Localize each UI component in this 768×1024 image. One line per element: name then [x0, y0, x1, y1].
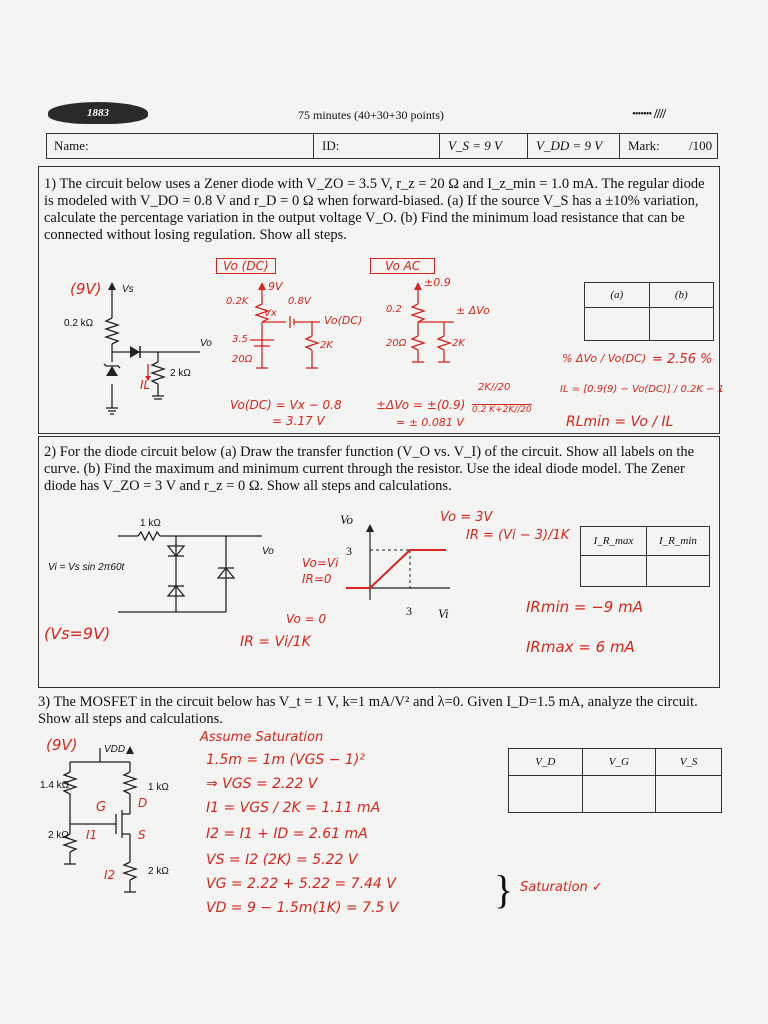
q2-text: 2) For the diode circuit below (a) Draw the transfer function (V_O vs. V_I) of the circuit. Show all labels on the curve. (b) Find the maximum and minimum current through the resistor. Use the ideal diode model. The Zener diode has V_ZO = 3 V and r_z = 0 Ω. Show all steps and calculations.	[44, 444, 695, 494]
q1-il-label: IL	[140, 378, 151, 392]
q1-eq-ac-den: 0.2 K+2K//20	[472, 405, 532, 415]
q1-vo-label: Vo	[200, 338, 212, 349]
q1-dc-2k: 2K	[320, 340, 333, 351]
q3-col-vs: V_S	[656, 749, 722, 776]
q3-i1-label: I1	[86, 828, 98, 842]
q3-i2-label: I2	[104, 868, 116, 882]
id-label: ID:	[322, 138, 340, 153]
q1-eq-ac-num: 2K//20	[478, 382, 511, 393]
q3-hand-line-3: I1 = VGS / 2K = 1.11 mA	[206, 800, 381, 816]
q2-vo-vi: Vo=Vi	[302, 556, 339, 570]
q3-r2-label: 2 kΩ	[48, 830, 69, 841]
q3-col-vg: V_G	[582, 749, 656, 776]
q1-il-eq: IL = [0.9(9) − Vo(DC)] / 0.2K − 1	[560, 384, 725, 395]
q2-axis-vo: Vo	[340, 512, 353, 527]
q1-dc-9v: 9V	[268, 280, 283, 293]
q1-dc-20: 20Ω	[232, 354, 253, 365]
q1-eq-ac1: ±ΔVo = ±(0.9)	[376, 398, 466, 412]
q3-rd-label: 1 kΩ	[148, 782, 169, 793]
q2-tick-3y: 3	[346, 544, 352, 558]
q1-ac-box: Vo AC	[370, 258, 435, 274]
q2-axis-vi: Vi	[438, 606, 449, 621]
q1-dc-08v: 0.8V	[288, 296, 311, 307]
q2-vo-label: Vo	[262, 546, 274, 557]
q3-hand-line-7: VD = 9 − 1.5m(1K) = 7.5 V	[206, 900, 399, 916]
q1-vs-label: Vs	[122, 284, 134, 295]
q3-hand-line-0: Assume Saturation	[200, 730, 324, 745]
q2-ir-eq: IR = (Vi − 3)/1K	[466, 528, 570, 543]
q1-ac-2k: 2K	[452, 338, 465, 349]
mark-total: /100	[689, 138, 713, 153]
q3-hand-line-1: 1.5m = 1m (VGS − 1)²	[206, 752, 365, 768]
q2-tick-3x: 3	[406, 604, 412, 618]
exam-time: 75 minutes (40+30+30 points)	[298, 108, 444, 122]
q1-pct-lhs: % ΔVo / Vo(DC)	[562, 352, 647, 365]
q2-irmax: IRmax = 6 mA	[526, 638, 635, 656]
q1-eq-dc1: Vo(DC) = Vx − 0.8	[230, 398, 342, 412]
q1-dc-vx: Vx	[264, 308, 277, 319]
mark-label: Mark:	[628, 138, 660, 153]
q3-hand-line-6: VG = 2.22 + 5.22 = 7.44 V	[206, 876, 396, 892]
q1-dc-02k: 0.2K	[226, 296, 249, 307]
q1-r1-label: 0.2 kΩ	[64, 318, 94, 329]
q2-col-irmax: I_R_max	[581, 527, 647, 556]
vs-value: V_S = 9 V	[448, 138, 502, 153]
q3-r1-label: 1.4 kΩ	[40, 780, 70, 791]
q1-dc-vodc: Vo(DC)	[324, 314, 363, 327]
q3-col-vd: V_D	[509, 749, 583, 776]
q1-ac-dvo: ± ΔVo	[456, 304, 490, 317]
q1-dc-box: Vo (DC)	[216, 258, 276, 274]
q3-g-label: G	[96, 800, 107, 815]
q2-r-label: 1 kΩ	[140, 518, 161, 529]
seal-year: 1883	[87, 107, 109, 119]
q2-col-irmin: I_R_min	[646, 527, 709, 556]
q2-ir-vi: IR = Vi/1K	[240, 634, 311, 650]
q2-vs-note: (Vs=9V)	[44, 624, 111, 643]
q2-vi-label: Vi = Vs sin 2π60t	[48, 562, 125, 573]
q1-source-note: (9V)	[70, 280, 102, 298]
q3-saturation-note: Saturation ✓	[520, 880, 603, 895]
q2-vo0: Vo = 0	[286, 612, 327, 626]
q1-col-a: (a)	[585, 283, 650, 308]
q1-ac-09: ±0.9	[424, 276, 451, 289]
q3-s-label: S	[138, 828, 146, 842]
q1-ac-02: 0.2	[386, 304, 402, 315]
vdd-value: V_DD = 9 V	[536, 138, 603, 153]
q3-source-note: (9V)	[46, 736, 78, 754]
q3-rs-label: 2 kΩ	[148, 866, 169, 877]
q1-dc-35: 3.5	[232, 334, 248, 345]
q3-hand-line-5: VS = I2 (2K) = 5.22 V	[206, 852, 358, 868]
q1-pct-val: = 2.56 %	[652, 352, 713, 367]
logo-mark: ⸱⸱⸱⸱⸱⸱⸱ ////	[632, 107, 666, 122]
q1-rl-label: 2 kΩ	[170, 368, 191, 379]
q1-eq-dc2: = 3.17 V	[272, 414, 325, 428]
q1-col-b: (b)	[649, 283, 714, 308]
q1-ac-20: 20Ω	[386, 338, 407, 349]
q2-irmin: IRmin = −9 mA	[526, 598, 643, 616]
q2-vo3: Vo = 3V	[440, 510, 493, 525]
q3-hand-line-2: ⇒ VGS = 2.22 V	[206, 776, 318, 792]
q2-ir0: IR=0	[302, 572, 332, 586]
q3-hand-line-4: I2 = I1 + ID = 2.61 mA	[206, 826, 368, 842]
q3-brace: }	[494, 867, 514, 912]
q3-vdd-label: VDD	[104, 744, 126, 755]
q3-text: 3) The MOSFET in the circuit below has V_t = 1 V, k=1 mA/V² and λ=0. Given I_D=1.5 mA, analyze the circuit. Show all steps and calculations.	[38, 694, 698, 727]
q1-eq-ac2: = ± 0.081 V	[396, 416, 464, 429]
q1-rlmin: RLmin = Vo / IL	[566, 414, 674, 430]
q3-d-label: D	[138, 796, 148, 810]
name-label: Name:	[54, 138, 89, 153]
q1-text: 1) The circuit below uses a Zener diode with V_ZO = 3.5 V, r_z = 20 Ω and I_z_min = 1.0 mA. The regular diode is modeled with V_DO = 0.8 V and r_D = 0 Ω when forward-biased. (a) If the source V_S has a ±10% variation, calculate the percentage variation in the output voltage V_O. (b) Find the minimum load resistance that can be connected without losing regulation. Show all steps.	[44, 176, 705, 243]
